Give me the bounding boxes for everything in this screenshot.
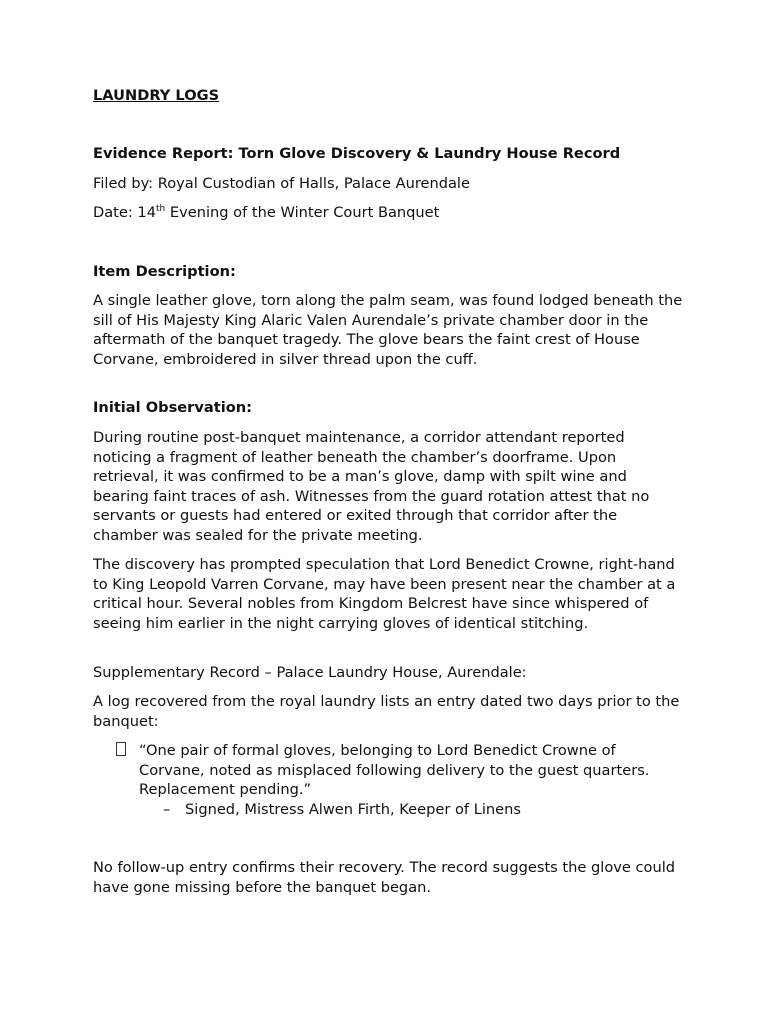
log-intro-paragraph: A log recovered from the royal laundry lists an entry dated two days prior to the banquet: [93,693,680,730]
closing-paragraph: No follow-up entry confirms their recovery. The record suggests the glove could have gone missing before the banquet began. [93,859,676,896]
square-bullet-icon [116,742,126,756]
report-title: Evidence Report: Torn Glove Discovery & Laundry House Record [93,145,621,162]
date-suffix: Evening of the Winter Court Banquet [165,204,440,221]
item-description-heading: Item Description: [93,263,236,280]
supplementary-record-heading: Supplementary Record – Palace Laundry House, Aurendale: [93,664,527,681]
document-heading: LAUNDRY LOGS [93,87,220,104]
date-prefix: Date: 14 [93,204,157,221]
date-line [93,203,683,223]
date-superscript: th [156,204,166,214]
signature-text: Signed, Mistress Alwen Firth, Keeper of Linens [185,801,521,818]
signature-dash: – [163,801,171,818]
initial-observation-heading: Initial Observation: [93,399,252,416]
filed-by-line: Filed by: Royal Custodian of Halls, Palace Aurendale [93,175,470,192]
speculation-paragraph: The discovery has prompted speculation that Lord Benedict Crowne, right-hand to King Leopold Varren Corvane, may have been present near the chamber at a critical hour. Several nobles from Kingdom Belcrest have since whispered of seeing him earlier in the night carrying gloves of identical stitching. [93,556,676,632]
log-entry-text: “One pair of formal gloves, belonging to Lord Benedict Crowne of Corvane, noted as misplaced following delivery to the guest quarters. Replacement pending.” [139,742,650,799]
initial-observation-paragraph: During routine post-banquet maintenance, a corridor attendant reported noticing a fragment of leather beneath the chamber’s doorframe. Upon retrieval, it was confirmed to be a man’s glove, damp with spilt wine and bearing faint traces of ash. Witnesses from the guard rotation attest that no servants or guests had entered or exited through that corridor after the chamber was sealed for the private meeting. [93,429,650,544]
item-description-paragraph: A single leather glove, torn along the palm seam, was found lodged beneath the sill of His Majesty King Alaric Valen Aurendale’s private chamber door in the aftermath of the banquet tragedy. The glove bears the faint crest of House Corvane, embroidered in silver thread upon the cuff. [93,292,683,368]
